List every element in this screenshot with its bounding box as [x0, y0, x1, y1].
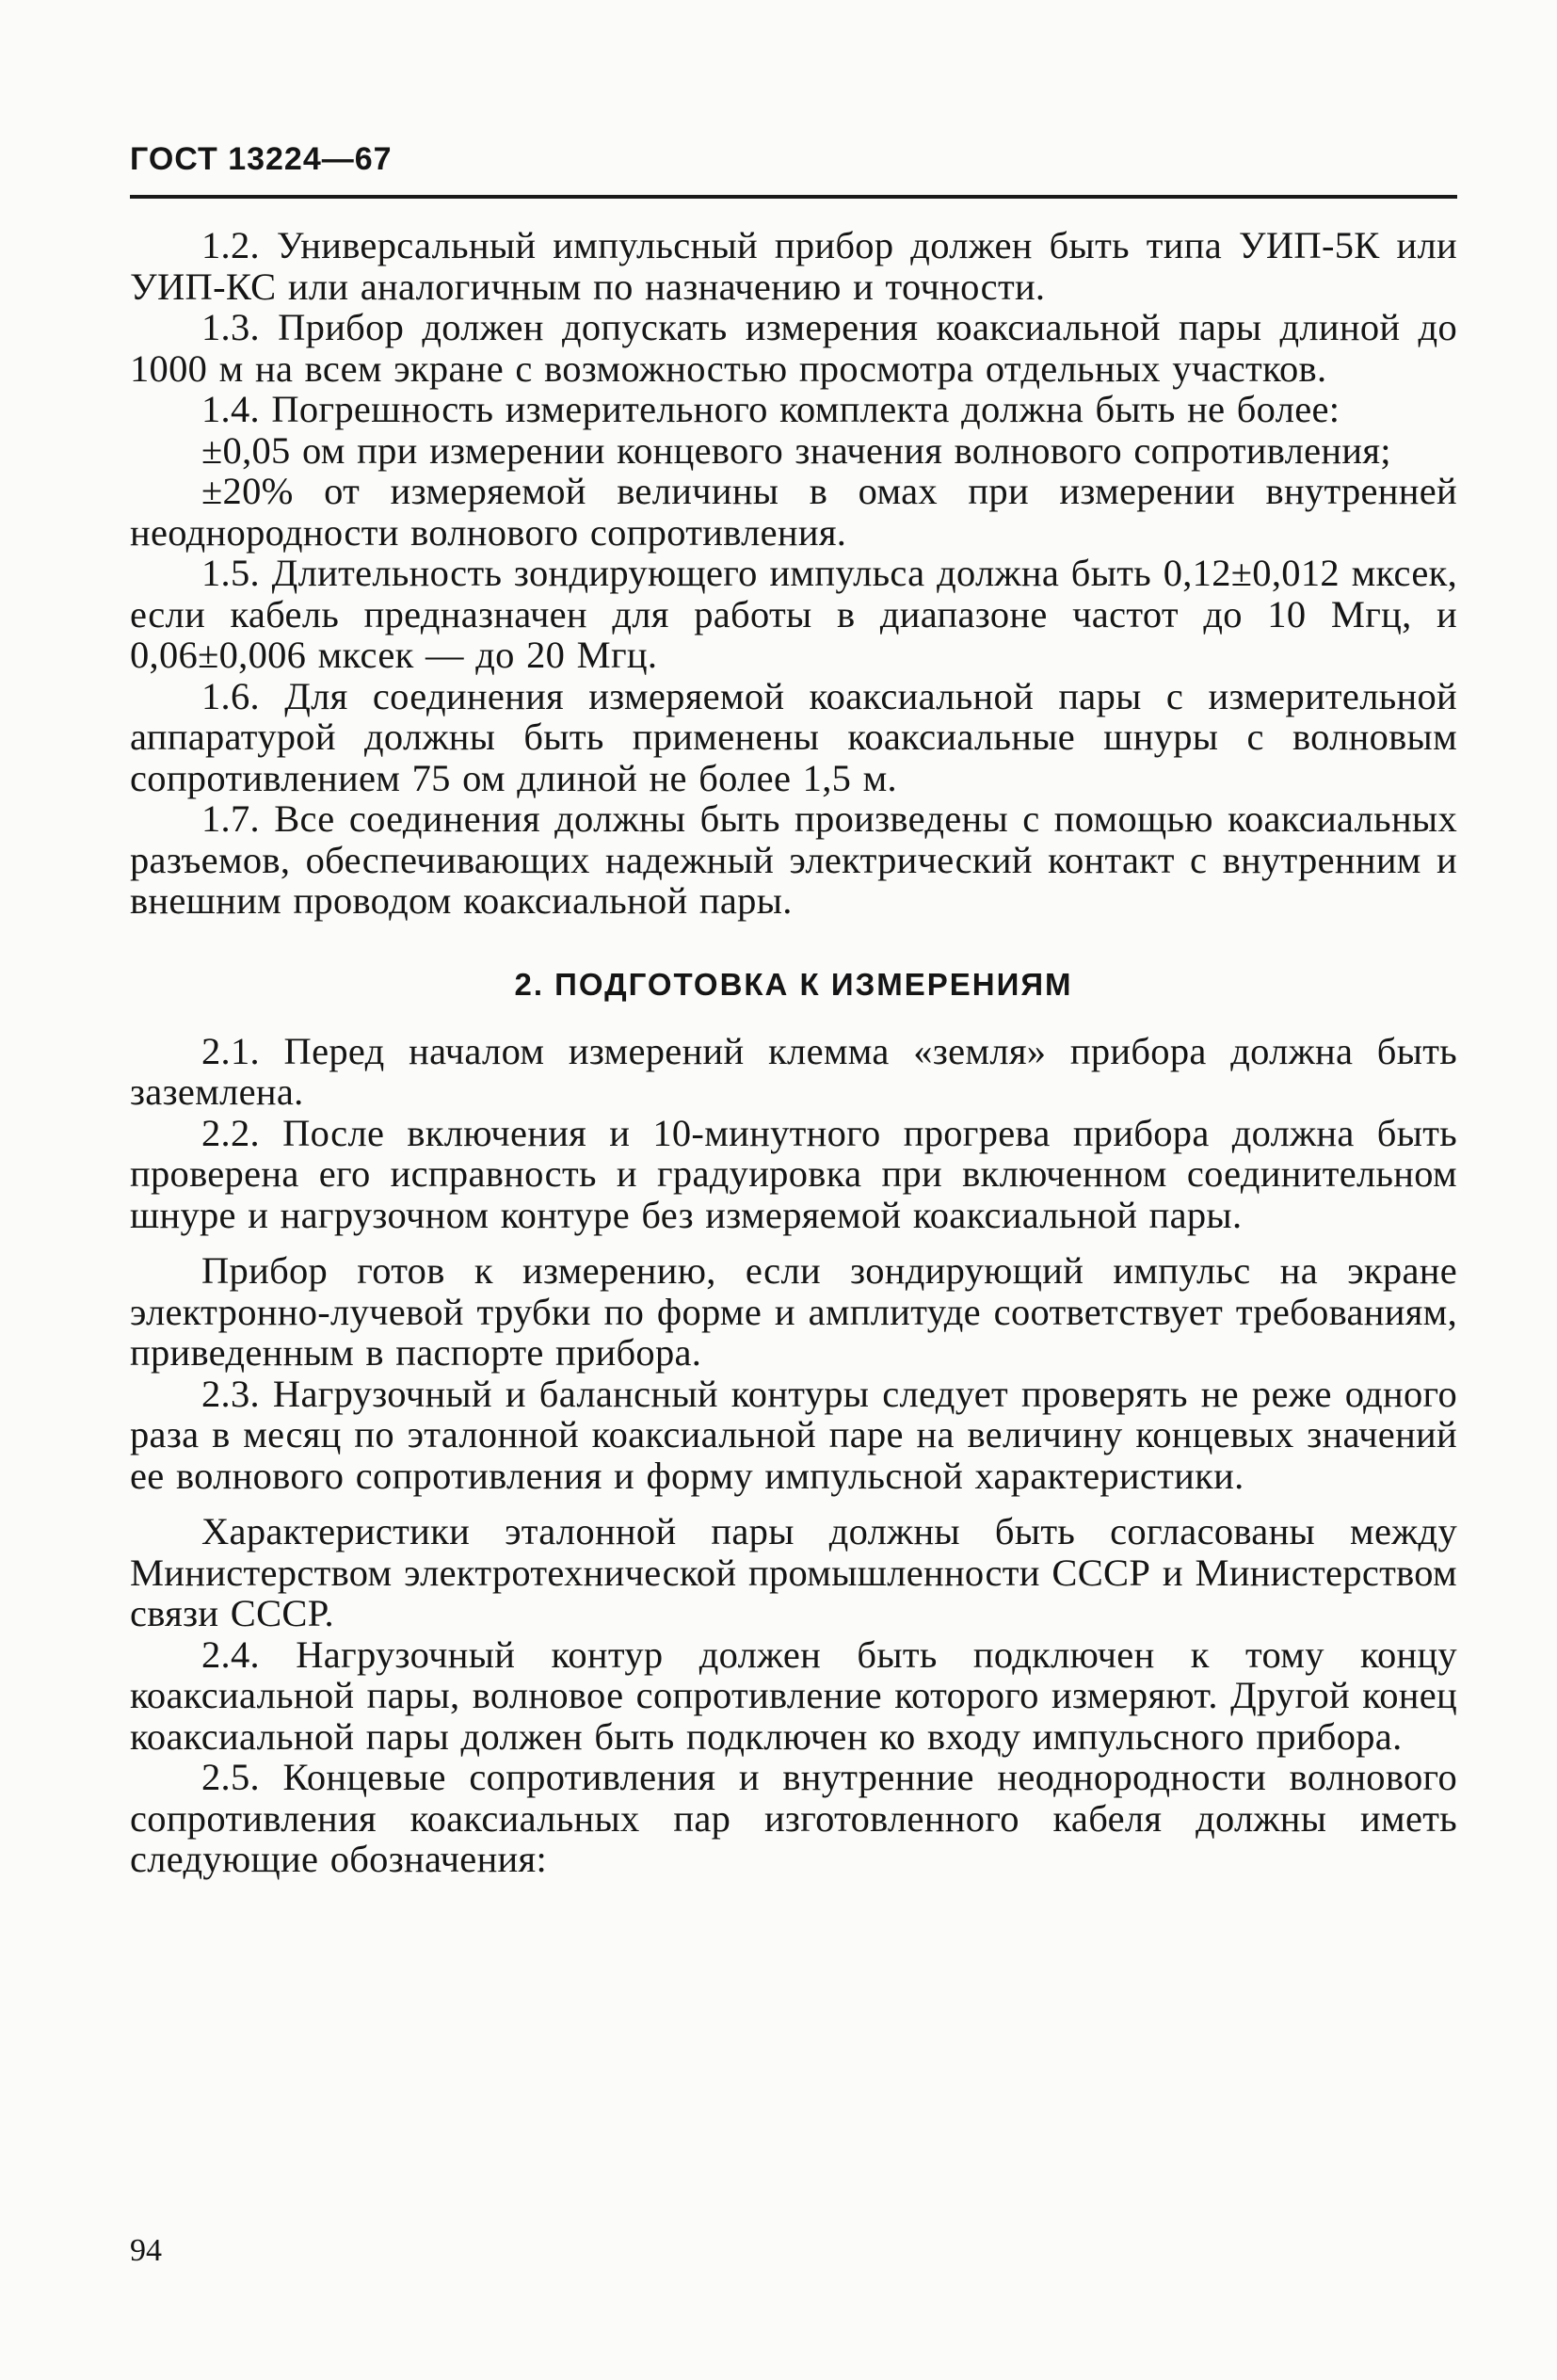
paragraph-1-4a: ±0,05 ом при измерении концевого значения волнового сопротивления; [201, 428, 1391, 472]
paragraph-2-5: 2.5. Концевые сопротивления и внутренние неоднородности волнового сопротивления коаксиальных пар изготовленного кабеля должны иметь следующие обозначения: [130, 1756, 1457, 1880]
page-number: 94 [130, 2233, 162, 2268]
document-page [130, 141, 1457, 1880]
header-rule [130, 195, 1457, 199]
paragraph-2-2: 2.2. После включения и 10-минутного прогрева прибора должна быть проверена его исправность и градуировка при включенном соединительном шнуре и нагрузочном контуре без измеряемой коаксиальной пары. [130, 1111, 1457, 1236]
paragraph-1-2: 1.2. Универсальный импульсный прибор должен быть типа УИП-5К или УИП-КС или аналогичным по назначению и точности. [130, 224, 1457, 308]
paragraph-2-3b: Характеристики эталонной пары должны быть согласованы между Министерством электротехнической промышленности СССР и Министерством связи СССР. [130, 1510, 1457, 1634]
paragraph-2-1: 2.1. Перед началом измерений клемма «земля» прибора должна быть заземлена. [130, 1029, 1457, 1113]
document-header: ГОСТ 13224—67 [130, 141, 393, 177]
paragraph-1-5: 1.5. Длительность зондирующего импульса должна быть 0,12±0,012 мксек, если кабель предназначен для работы в диапазоне частот до 10 Мгц, и 0,06±0,006 мксек — до 20 Мгц. [130, 552, 1457, 676]
paragraph-1-6: 1.6. Для соединения измеряемой коаксиальной пары с измерительной аппаратурой должны быть применены коаксиальные шнуры с волновым сопротивлением 75 ом длиной не более 1,5 м. [130, 674, 1457, 799]
paragraph-1-7: 1.7. Все соединения должны быть произведены с помощью коаксиальных разъемов, обеспечивающих надежный электрический контакт с внутренним и внешним проводом коаксиальной пары. [130, 797, 1457, 922]
paragraph-1-4: 1.4. Погрешность измерительного комплекта должна быть не более: [201, 388, 1340, 430]
paragraph-2-2b: Прибор готов к измерению, если зондирующий импульс на экране электронно-лучевой трубки по форме и амплитуде соответствует требованиям, приведенным в паспорте прибора. [130, 1249, 1457, 1374]
paragraph-1-4b: ±20% от измеряемой величины в омах при измерении внутренней неоднородности волнового сопротивления. [130, 470, 1457, 554]
paragraph-2-3: 2.3. Нагрузочный и балансный контуры следует проверять не реже одного раза в месяц по эталонной коаксиальной паре на величину концевых значений ее волнового сопротивления и форму импульсной характеристики. [130, 1372, 1457, 1497]
section-2-title: 2. ПОДГОТОВКА К ИЗМЕРЕНИЯМ [514, 966, 1073, 1002]
paragraph-1-3: 1.3. Прибор должен допускать измерения коаксиальной пары длиной до 1000 м на всем экране с возможностью просмотра отдельных участков. [130, 306, 1457, 390]
paragraph-2-4: 2.4. Нагрузочный контур должен быть подключен к тому концу коаксиальной пары, волновое сопротивление которого измеряют. Другой конец коаксиальной пары должен быть подключен ко входу импульсного прибора. [130, 1632, 1457, 1758]
